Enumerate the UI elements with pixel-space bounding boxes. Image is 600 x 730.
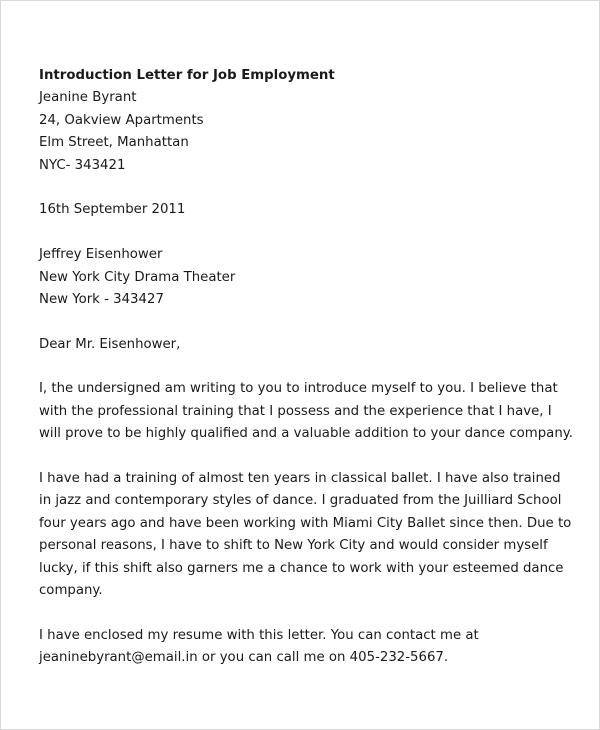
paragraph-line: personal reasons, I have to shift to New York City and would consider myself [39, 538, 548, 554]
paragraph-line: lucky, if this shift also garners me a chance to work with your esteemed dance [39, 560, 564, 576]
sender-address [39, 87, 579, 177]
paragraph-line: I, the undersigned am writing to you to introduce myself to you. I believe that [39, 381, 558, 397]
sender-address-line: 24, Oakview Apartments [39, 112, 204, 128]
recipient-address-line: New York - 343427 [39, 291, 164, 307]
spacer [39, 602, 579, 624]
sender-address-line: NYC- 343421 [39, 157, 126, 173]
sender-address-line: Elm Street, Manhattan [39, 135, 189, 151]
spacer [39, 356, 579, 378]
paragraph-line: I have had a training of almost ten years in classical ballet. I have also trained [39, 471, 561, 487]
letter-date: 16th September 2011 [39, 202, 186, 218]
salutation: Dear Mr. Eisenhower, [39, 336, 181, 352]
paragraph-introduction [39, 378, 579, 445]
sender-name: Jeanine Byrant [39, 90, 137, 106]
spacer [39, 446, 579, 468]
paragraph-contact [39, 625, 579, 670]
paragraph-line: in jazz and contemporary styles of dance. I graduated from the Juilliard School [39, 493, 562, 509]
spacer [39, 177, 579, 199]
paragraph-line: company. [39, 582, 103, 598]
paragraph-line: with the professional training that I possess and the experience that I have, I [39, 403, 552, 419]
paragraph-line: will prove to be highly qualified and a valuable addition to your dance company. [39, 426, 573, 442]
spacer [39, 311, 579, 333]
spacer [39, 222, 579, 244]
recipient-name: Jeffrey Eisenhower [39, 247, 163, 263]
paragraph-line: four years ago and have been working with Miami City Ballet since then. Due to [39, 515, 572, 531]
letter-body [39, 65, 579, 670]
paragraph-line: jeaninebyrant@email.in or you can call me on 405-232-5667. [39, 650, 449, 666]
recipient-address-line: New York City Drama Theater [39, 269, 236, 285]
paragraph-line: I have enclosed my resume with this letter. You can contact me at [39, 627, 479, 643]
recipient-address [39, 244, 579, 311]
paragraph-experience [39, 468, 579, 602]
letter-title: Introduction Letter for Job Employment [39, 68, 335, 83]
